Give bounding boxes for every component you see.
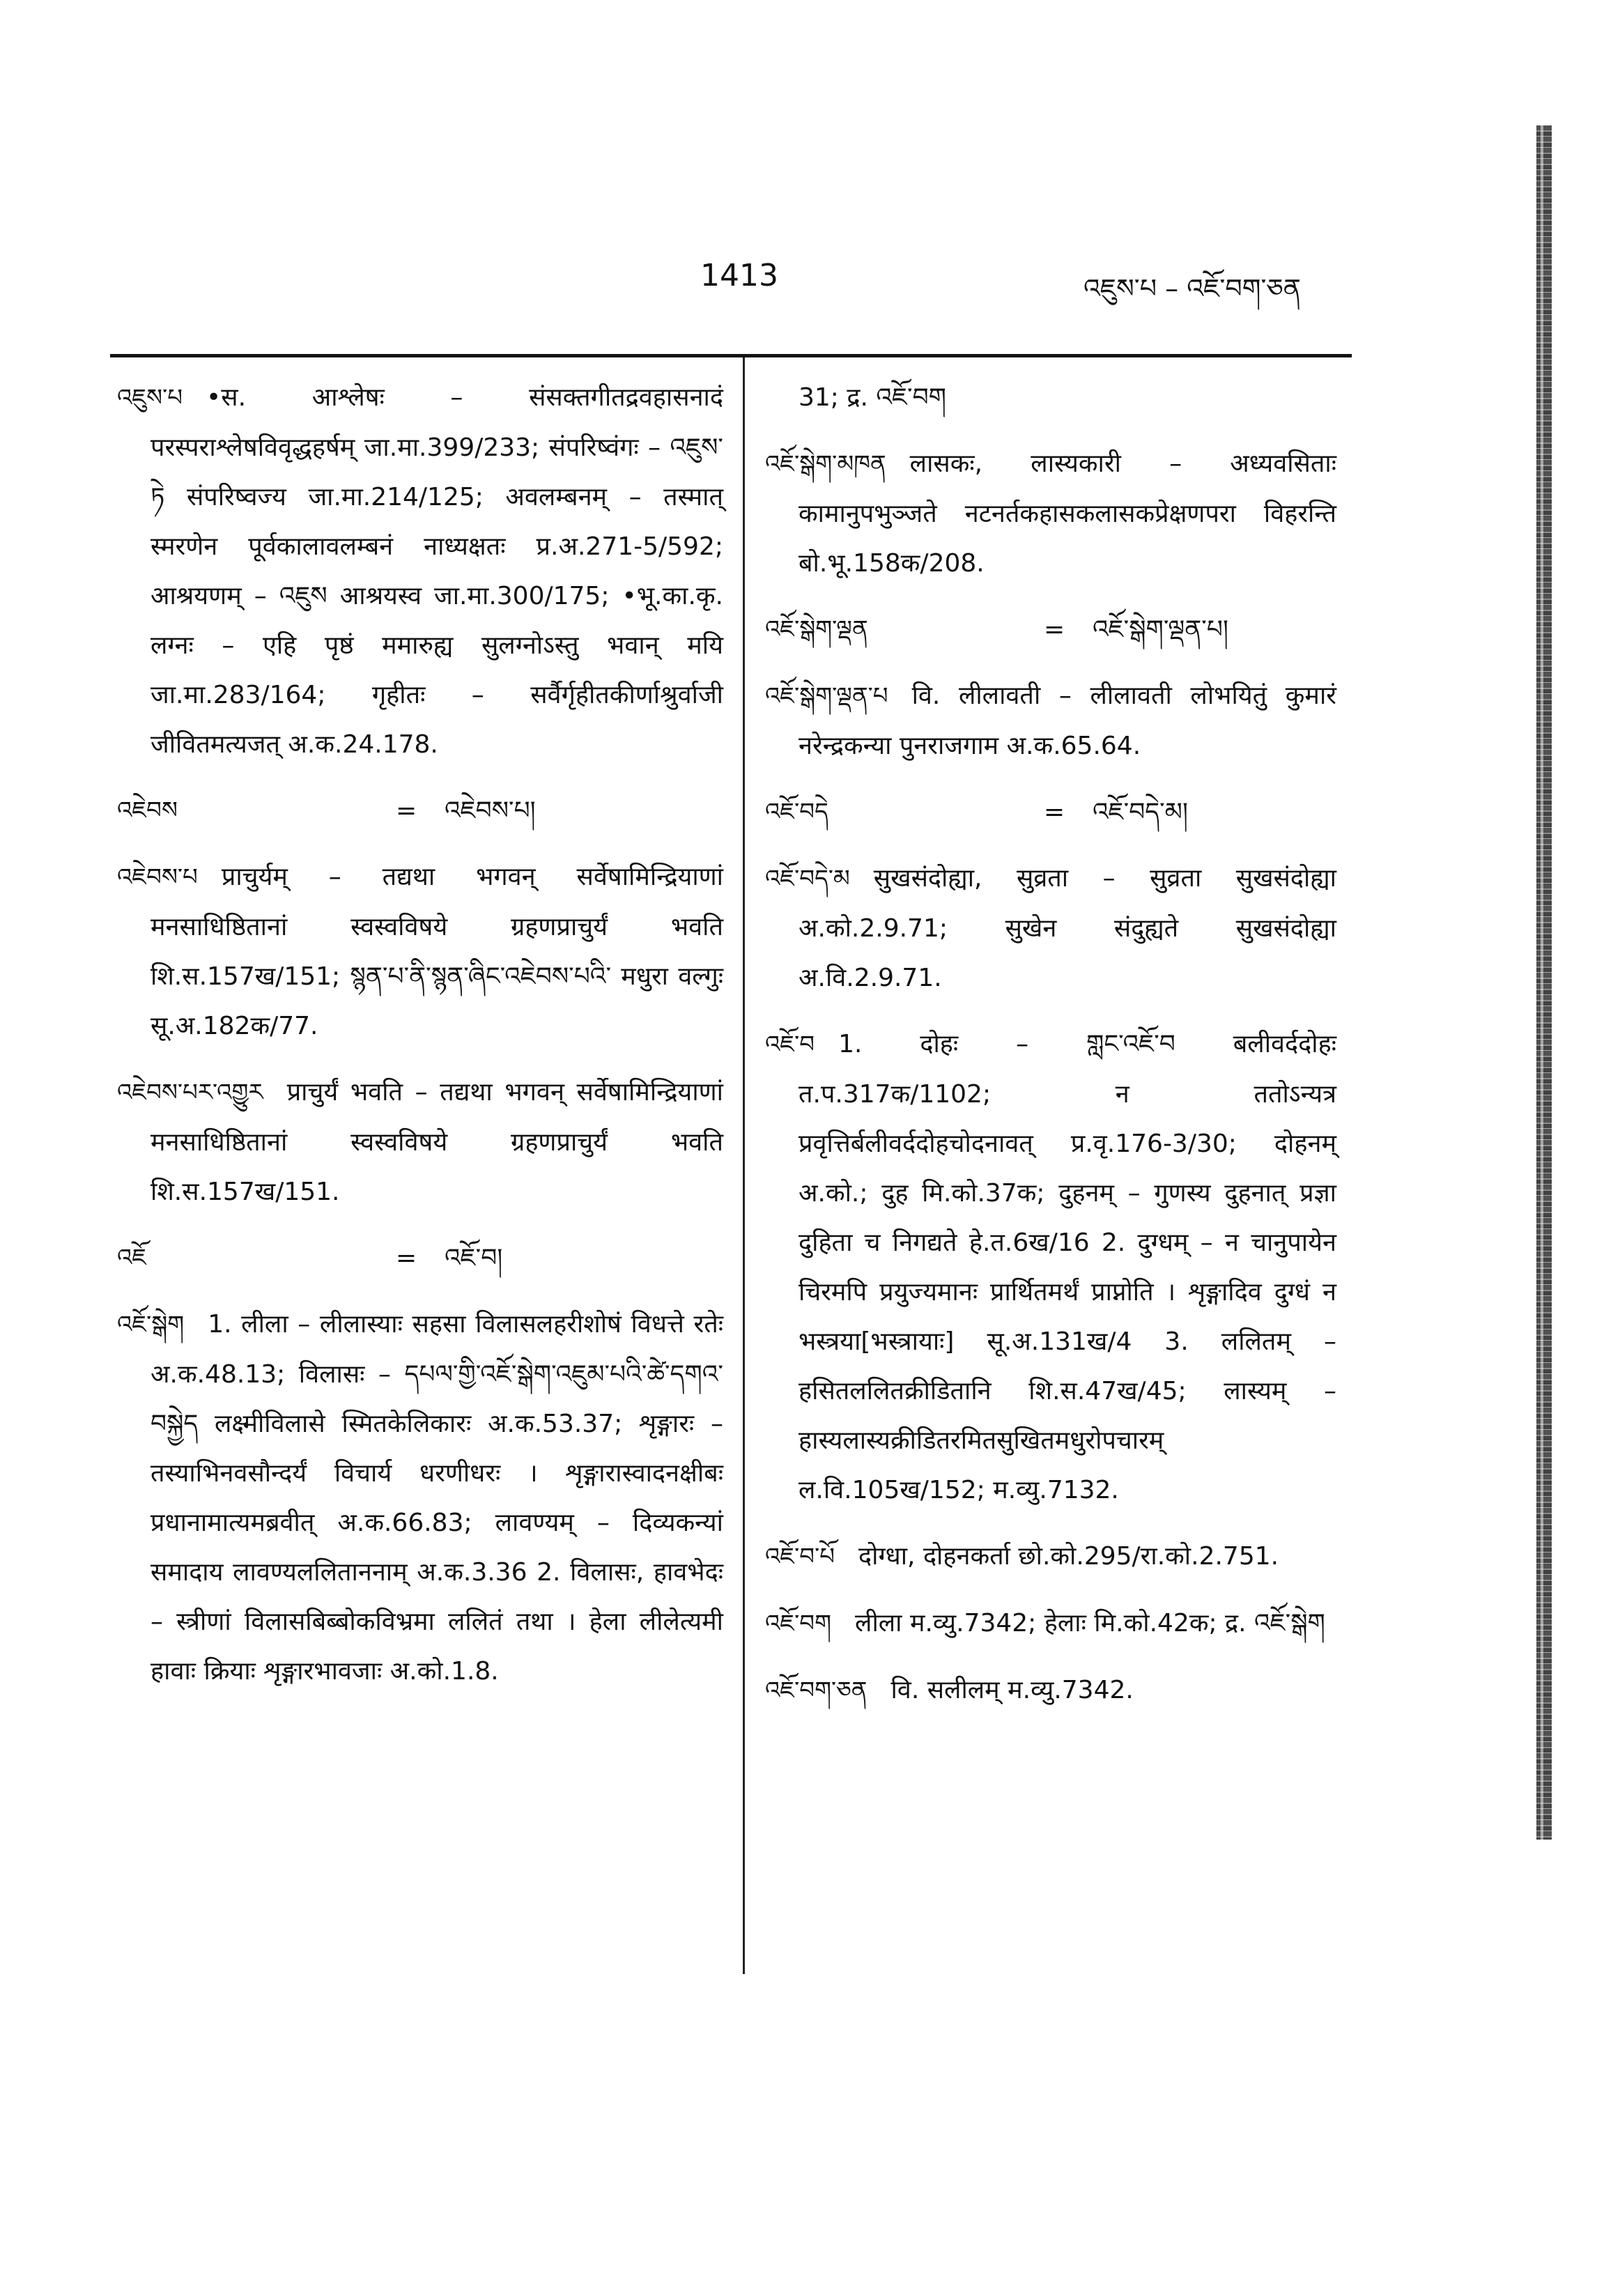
- right-column: [765, 373, 1336, 1732]
- equals-sign: =: [396, 1244, 417, 1272]
- cross-reference-entry: [765, 787, 1336, 837]
- dictionary-entry: [765, 1665, 1336, 1716]
- entry-definition: 1. दोहः – གླང་འཇོ་བ बलीवर्ददोहः त.प.317क/1102; न ततोऽन्यत्र प्रवृत्तिर्बलीवर्ददोहचोदनावत् प्र.वृ.176-3/30; दोहनम् अ.को.; दुह मि.को.37क; दुहनम् – गुणस्य दुहनात् प्रज्ञा दुहिता च निगद्यते हे.त.6ख/16 2. दुग्धम् – न चानुपायेन चिरमपि प्रयुज्यमानः प्रार्थितमर्थं प्राप्नोति । शृङ्गादिव दुग्धं न भस्त्रया[भस्त्रायाः] सू.अ.131ख/4 3. ललितम् – हसितललितक्रीडितानि शि.स.47ख/45; लास्यम् – हास्यलास्यक्रीडितरमितसुखितमधुरोपचारम् ल.वि.105ख/152; म.व्यु.7132.: [799, 1030, 1336, 1504]
- entry-headword: འཇོ་བ: [765, 1031, 815, 1058]
- entry-definition: प्राचुर्यं भवति – तद्यथा भगवन् सर्वेषामिन्द्रियाणां मनसाधिष्ठितानां स्वस्वविषये ग्रहणप्राचुर्यं भवति शि.स.157ख/151.: [151, 1078, 723, 1206]
- dictionary-entry: [117, 1068, 723, 1217]
- entry-headword: འཇེབས་པར་འགྱུར: [117, 1079, 263, 1107]
- cross-reference-target: འཇེབས་པ།: [445, 796, 536, 825]
- column-divider: [743, 357, 745, 1974]
- cross-reference-target: འཇོ་སྒེག་ལྡན་པ།: [1093, 615, 1228, 644]
- dictionary-entry: [117, 852, 723, 1051]
- entry-definition: लासकः, लास्यकारी – अध्यवसिताः कामानुपभुञ्जते नटनर्तकहासकलासकप्रेक्षणपरा विहरन्ति बो.भू.158क/208.: [799, 449, 1336, 578]
- entry-headword: འཇོ་སྒེག་མཁན: [765, 450, 886, 478]
- entry-headword: འཇོ་བ་པོ: [765, 1543, 835, 1571]
- dictionary-entry: [117, 1300, 723, 1696]
- cross-reference-entry: [117, 786, 723, 835]
- dictionary-entry: [765, 1532, 1336, 1582]
- cross-reference-target: འཇོ་བ།: [445, 1244, 503, 1272]
- entry-headword: འཇོ་བག: [765, 1610, 832, 1638]
- left-column: [117, 373, 723, 1713]
- entry-definition: 1. लीला – लीलास्याः सहसा विलासलहरीशोषं विधत्ते रतेः अ.क.48.13; विलासः – དཔལ་གྱི་འཇོ་སྒེག་འཇུམ་པའི་ཚེ་དགའ་བསྐྱེད लक्ष्मीविलासे स्मितकेलिकारः अ.क.53.37; शृङ्गारः – तस्याभिनवसौन्दर्यं विचार्य धरणीधरः । शृङ्गारास्वादनक्षीबः प्रधानामात्यमब्रवीत् अ.क.66.83; लावण्यम् – दिव्यकन्यां समादाय लावण्यललिताननाम् अ.क.3.36 2. विलासः, हावभेदः – स्त्रीणां विलासबिब्बोकविभ्रमा ललितं तथा । हेला लीलेत्यमी हावाः क्रियाः शृङ्गारभावजाः अ.को.1.8.: [151, 1310, 723, 1686]
- cross-reference-entry: [765, 605, 1336, 654]
- entry-definition: सुखसंदोह्या, सुव्रता – सुव्रता सुखसंदोह्या अ.को.2.9.71; सुखेन संदुह्यते सुखसंदोह्या अ.वि.2.9.71.: [799, 864, 1336, 992]
- cross-reference-entry: [117, 1233, 723, 1283]
- dictionary-entry: [117, 373, 723, 769]
- dictionary-entry: [765, 854, 1336, 1003]
- cross-reference-target: འཇོ་བདེ་མ།: [1093, 798, 1188, 826]
- equals-sign: =: [1044, 798, 1065, 826]
- entry-definition: दोग्धा, दोहनकर्ता छो.को.295/रा.को.2.751.: [858, 1542, 1279, 1571]
- entry-definition: प्राचुर्यम् – तद्यथा भगवन् सर्वेषामिन्द्रियाणां मनसाधिष्ठितानां स्वस्वविषये ग्रहणप्राचुर्यं भवति शि.स.157ख/151; སྙན་པ་ནི་སྙན་ཞིང་འཇེབས་པའི་ मधुरा वल्गुः सू.अ.182क/77.: [151, 863, 723, 1040]
- entry-headword: འཇོ་སྒེག་ལྡན་པ: [765, 682, 888, 710]
- entry-definition: वि. सलीलम् म.व्यु.7342.: [890, 1676, 1134, 1704]
- scan-edge-border: [1536, 125, 1552, 1840]
- entry-definition: लीला म.व्यु.7342; हेलाः मि.को.42क; द्र. འཇོ་སྒེག: [855, 1609, 1325, 1638]
- entry-headword: འཇོ་སྒེག་ལྡན: [765, 615, 868, 643]
- entry-headword: འཇུས་པ: [117, 384, 183, 412]
- dictionary-entry: [765, 439, 1336, 588]
- entry-continuation: 31; द्र. འཇོ་བག: [799, 383, 947, 412]
- entry-headword: འཇོ་སྒེག: [117, 1311, 185, 1339]
- equals-sign: =: [396, 796, 417, 825]
- dictionary-entry: [765, 1019, 1336, 1515]
- entry-headword: འཇེབས: [117, 796, 178, 824]
- header-rule: [110, 354, 1352, 357]
- entry-headword: འཇེབས་པ: [117, 863, 198, 891]
- entry-headword: འཇོ་བག་ཅན: [765, 1677, 867, 1704]
- running-head: འཇུས་པ – འཇོ་བག་ཅན: [1083, 273, 1301, 304]
- entry-headword: འཇོ: [117, 1244, 147, 1272]
- dictionary-entry: [765, 671, 1336, 771]
- entry-definition: वि. लीलावती – लीलावती लोभयितुं कुमारं नरेन्द्रकन्या पुनराजगाम अ.क.65.64.: [799, 681, 1336, 760]
- entry-headword: འཇོ་བདེ: [765, 798, 828, 826]
- dictionary-entry: [765, 1598, 1336, 1649]
- equals-sign: =: [1044, 615, 1065, 644]
- page-number: 1413: [700, 258, 778, 293]
- entry-headword: འཇོ་བདེ་མ: [765, 865, 850, 893]
- entry-definition: •स. आश्लेषः – संसक्तगीतद्रवहासनादं परस्पराश्लेषविवृद्धहर्षम् जा.मा.399/233; संपरिष्वंगः – འཇུས་ཏེ संपरिष्वज्य जा.मा.214/125; अवलम्बनम् – तस्मात् स्मरणेन पूर्वकालावलम्बनं नाध्यक्षतः प्र.अ.271-5/592; आश्रयणम् – འཇུས आश्रयस्व जा.मा.300/175; •भू.का.कृ. लग्नः – एहि पृष्ठं ममारुह्य सुलग्नोऽस्तु भवान् मयि जा.मा.283/164; गृहीतः – सर्वैर्गृहीतकीर्णाश्रुर्वाजी जीवितमत्यजत् अ.क.24.178.: [151, 383, 723, 759]
